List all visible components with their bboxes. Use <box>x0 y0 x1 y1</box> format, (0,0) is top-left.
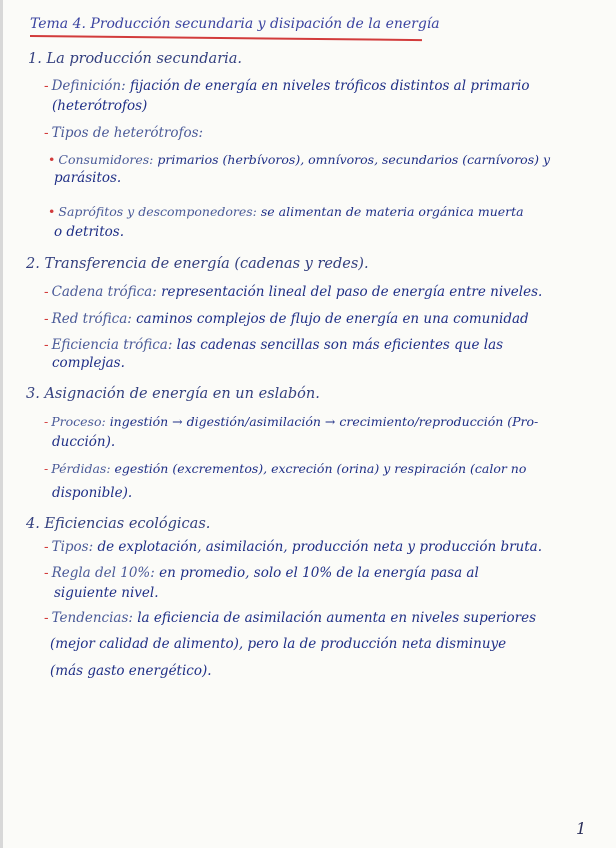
note-line <box>50 665 212 679</box>
note-label: Cadena trófica: <box>51 284 157 300</box>
note-label: Tipos de heterótrofos: <box>51 125 204 141</box>
bullet-dash: - <box>44 610 49 626</box>
note-text: o detritos. <box>54 224 125 240</box>
bullet-dash: - <box>44 414 49 429</box>
note-text: (mejor calidad de alimento), pero la de producción neta disminuye <box>50 636 507 652</box>
note-text: la eficiencia de asimilación aumenta en niveles superiores <box>137 610 537 626</box>
note-text: (más gasto energético). <box>50 663 212 679</box>
note-line <box>52 436 115 450</box>
note-label: Consumidores: <box>58 152 154 167</box>
note-line <box>44 463 526 476</box>
note-text: se alimentan de materia orgánica muerta <box>260 204 524 219</box>
note-label: Regla del 10%: <box>51 565 155 581</box>
note-label: Pérdidas: <box>51 461 111 476</box>
note-text: parásitos. <box>54 170 122 186</box>
bullet-dash: - <box>44 539 49 555</box>
note-line <box>54 587 159 601</box>
title-underline <box>30 35 422 41</box>
note-label: Eficiencia trófica: <box>51 337 173 353</box>
section-heading: 4. Eficiencias ecológicas. <box>26 516 211 532</box>
note-line <box>44 339 503 353</box>
note-line <box>44 80 530 94</box>
note-text: complejas. <box>52 355 125 371</box>
bullet-dot: • <box>48 204 56 219</box>
page-number: 1 <box>576 819 587 838</box>
note-line <box>44 541 542 555</box>
note-text: primarios (herbívoros), omnívoros, secundarios (carnívoros) y <box>157 152 551 167</box>
section-heading: 2. Transferencia de energía (cadenas y redes). <box>26 256 369 272</box>
note-text: en promedio, solo el 10% de la energía pasa al <box>159 565 479 581</box>
bullet-dash: - <box>44 565 49 581</box>
note-text: representación lineal del paso de energía entre niveles. <box>161 284 543 300</box>
note-text: (heterótrofos) <box>52 98 148 114</box>
bullet-dash: - <box>44 78 49 94</box>
note-text: egestión (excrementos), excreción (orina) y respiración (calor no <box>114 461 527 476</box>
note-line <box>44 286 542 300</box>
note-text: de explotación, asimilación, producción neta y producción bruta. <box>97 539 543 555</box>
note-text: caminos complejos de flujo de energía en una comunidad <box>136 311 529 327</box>
note-text: disponible). <box>52 485 133 501</box>
note-label: Definición: <box>51 78 126 94</box>
note-label: Tendencias: <box>51 610 133 626</box>
note-line <box>44 612 536 626</box>
bullet-dash: - <box>44 311 49 327</box>
note-line <box>52 100 147 114</box>
page-margin-line <box>0 0 3 848</box>
bullet-dash: - <box>44 337 49 353</box>
note-line <box>54 172 121 186</box>
note-line <box>48 154 550 167</box>
note-line <box>52 357 125 371</box>
note-label: Tipos: <box>51 539 94 555</box>
note-text: las cadenas sencillas son más eficientes que las <box>176 337 504 353</box>
note-text: fijación de energía en niveles tróficos distintos al primario <box>129 78 530 94</box>
bullet-dash: - <box>44 284 49 300</box>
note-text: ingestión → digestión/asimilación → crecimiento/reproducción (Pro- <box>109 414 539 429</box>
page-title: Tema 4. Producción secundaria y disipación de la energía <box>30 16 440 32</box>
note-line <box>44 567 479 581</box>
note-text: siguiente nivel. <box>54 585 159 601</box>
note-line <box>44 416 538 429</box>
note-line <box>50 638 506 652</box>
note-line <box>44 127 203 141</box>
bullet-dash: - <box>44 125 49 141</box>
note-line <box>54 226 124 240</box>
bullet-dot: • <box>48 152 56 167</box>
bullet-dash: - <box>44 461 49 476</box>
note-line <box>52 487 132 501</box>
section-heading: 1. La producción secundaria. <box>28 51 243 67</box>
note-line <box>48 206 524 219</box>
section-heading: 3. Asignación de energía en un eslabón. <box>26 386 320 402</box>
note-label: Red trófica: <box>51 311 132 327</box>
note-label: Saprófitos y descomponedores: <box>58 204 257 219</box>
note-line <box>44 313 529 327</box>
note-text: ducción). <box>52 434 116 450</box>
note-label: Proceso: <box>51 414 106 429</box>
